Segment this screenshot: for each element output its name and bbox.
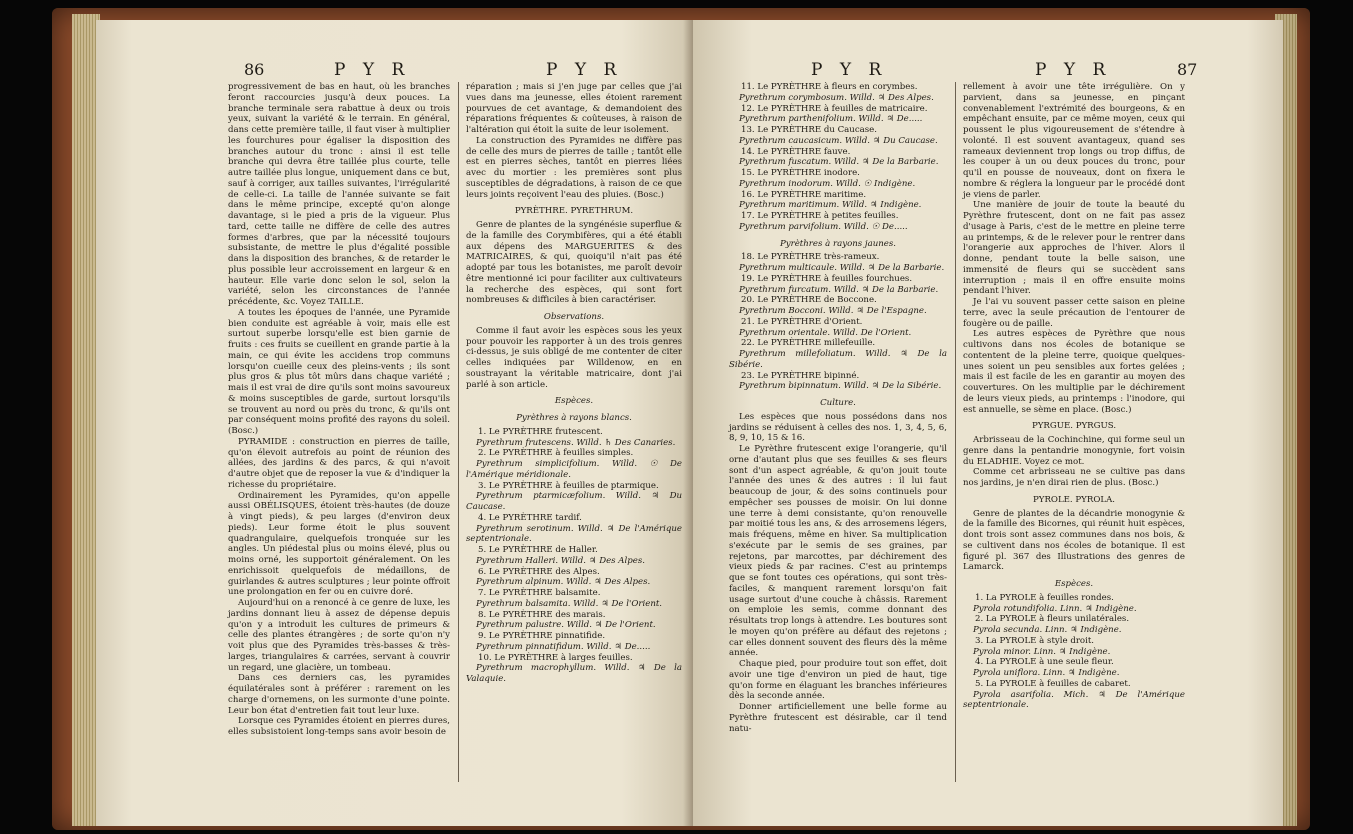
species-line: Pyrethrum balsamita. Willd. ♃ De l'Orient. bbox=[476, 598, 663, 609]
species-line: Pyrethrum pinnatifidum. Willd. ♃ De..... bbox=[476, 641, 651, 652]
species-line: 21. Le PYRÈTHRE d'Orient. bbox=[741, 316, 863, 327]
species-line: 18. Le PYRÈTHRE très-rameux. bbox=[741, 252, 880, 263]
species-line: 14. Le PYRÈTHRE fauve. bbox=[741, 146, 851, 157]
running-head-left: P Y R bbox=[334, 60, 411, 80]
species-line: Pyrethrum bipinnatum. Willd. ♃ De la Sibérie. bbox=[739, 381, 942, 392]
paragraph: Une manière de jouir de toute la beauté du Pyrèthre frutescent, dont on ne fait pas assez d'usage à Paris, c'est de le mettre en pleine terre au printemps, & de le relever pour le rentrer dans l'orangerie aux approches de l'hiver. Alors il donne, pendant toute la belle saison, une immensité de fleurs qui se succèdent sans interruption ; mais il en offre ensuite moins pendant l'hiver. bbox=[963, 200, 1185, 297]
left-column-1 bbox=[228, 82, 450, 738]
paragraph: Ordinairement les Pyramides, qu'on appelle aussi OBÉLISQUES, étoient très-hautes (de douze à vingt pieds), & peu larges (d'environ deux pieds). Leur forme étoit le plus souvent quadrangulaire, quelquefois tronquée sur les angles. Un piédestal plus ou moins élevé, plus ou moins orné, les supportoit généralement. On les enrichissoit quelquefois de médaillons, de guirlandes & autres sculptures ; leur pointe offroit une prolongation en fer ou en cuivre doré. bbox=[228, 490, 450, 598]
species-line: Pyrola uniflora. Linn. ♃ Indigène. bbox=[973, 668, 1120, 678]
species-line: 2. Le PYRÈTHRE à feuilles simples. bbox=[478, 448, 634, 459]
species-line: Pyrola minor. Linn. ♃ Indigène. bbox=[973, 646, 1111, 657]
paragraph: Comme il faut avoir les espèces sous les yeux pour pouvoir les rapporter à un des trois genres ci-dessus, je suis obligé de me contenter de citer celles indiquées par Willdenow, en en soustrayant la véritable matricaire, dont j'ai parlé à son article. bbox=[466, 325, 682, 390]
species-line: 15. Le PYRÈTHRE inodore. bbox=[741, 168, 860, 178]
column-rule bbox=[458, 82, 459, 782]
entry-title: PYRGUE. PYRGUS. bbox=[1031, 421, 1117, 432]
species-line: 22. Le PYRÈTHRE millefeuille. bbox=[741, 338, 876, 349]
species-line: Pyrola rotundifolia. Linn. ♃ Indigène. bbox=[973, 603, 1137, 614]
species-line: 10. Le PYRÈTHRE à larges feuilles. bbox=[478, 652, 633, 663]
page-number: 86 bbox=[244, 60, 265, 79]
left-column-2 bbox=[466, 82, 682, 685]
species-line: 11. Le PYRÈTHRE à fleurs en corymbes. bbox=[741, 82, 918, 92]
left-page bbox=[96, 20, 693, 826]
species-line: Pyrethrum maritimum. Willd. ♃ Indigène. bbox=[739, 200, 922, 211]
species-line: 19. Le PYRÈTHRE à feuilles fourchues. bbox=[741, 273, 913, 284]
paragraph: Genre de plantes de la décandrie monogynie & de la famille des Bicornes, qui réunit huit espèces, dont trois sont assez communes dans nos bois, & se cultivent dans nos écoles de botanique. Il est figuré pl. 367 des Illustrations des genres de Lamarck. bbox=[963, 508, 1185, 573]
entry-title: PYRÈTHRE. PYRETHRUM. bbox=[514, 206, 634, 217]
species-line: 7. Le PYRÈTHRE balsamite. bbox=[478, 588, 601, 598]
paragraph: progressivement de bas en haut, où les branches feront raccourcies jusqu'à deux pouces. La branche terminale sera rabattue à deux ou trois yeux, suivant la variété & le terrain. En général, dans cette première taille, il faut viser à multiplier les fourchures pour égaliser la disposition des branches autour du tronc : ainsi il est telle branche qui devra être taillée plus courte, telle autre taillée plus longue, uniquement dans ce but, sauf à corriger, aux tailles suivantes, l'irrégularité de celle-ci. La taille de l'année suivante se fait dans le même principe, excepté qu'on alonge davantage, si le pied a pris de la vigueur. Plus tard, cette taille ne diffère de celle des autres formes d'arbres, que par la nécessité toujours subsistante, de mettre le plus d'égalité possible dans la disposition des branches, & de retarder le plus possible leur accroissement en largeur & en hauteur. Elle varie donc selon le sol, selon la variété, selon les circonstances de l'année précédente, &c. Voyez TAILLE. bbox=[228, 82, 450, 307]
species-line: Pyrethrum Bocconi. Willd. ♃ De l'Espagne. bbox=[739, 306, 927, 316]
species-line: Pyrethrum serotinum. Willd. ♃ De l'Amérique septentrionale. bbox=[466, 523, 682, 545]
species-line: Pyrethrum ptarmicæfolium. Willd. ♃ Du Caucase. bbox=[466, 491, 682, 512]
paragraph: Arbrisseau de la Cochinchine, qui forme seul un genre dans la pentandrie monogynie, fort voisin du ELADHIE. Voyez ce mot. bbox=[963, 435, 1185, 467]
species-line: Pyrethrum caucasicum. Willd. ♃ Du Caucase. bbox=[739, 135, 938, 146]
paragraph: Le Pyrèthre frutescent exige l'orangerie, qu'il orne d'autant plus que ses feuilles & ses fleurs sont d'un aspect agréable, & qu'on jouit toute l'année des unes & des autres : il lui faut beaucoup de jour, & des soins continuels pour empêcher ses pousses de moisir. On lui donne une terre à demi consistante, qu'on renouvelle par moitié tous les ans, & des arrosemens légers, mais fréquens, même en hiver. Sa multiplication s'exécute par le semis de ses graines, par rejetons, par marcottes, par déchirement des vieux pieds & par racines. C'est au printemps que se font toutes ces opérations, qui sont très-faciles, & manquent rarement lorsqu'on fait usage surtout d'une couche à châssis. Rarement on emploie les semis, comme donnant des résultats trop longs à attendre. Les boutures sont le moyen qu'on préfère au défaut des rejetons ; car elles donnent souvent des fleurs dès la même année. bbox=[729, 444, 947, 659]
paragraph: Aujourd'hui on a renoncé à ce genre de luxe, les jardins donnant lieu à assez de dépense depuis qu'on y a introduit les cultures de primeurs & celle des plantes étrangères ; de sorte qu'on n'y voit plus que des Pyramides très-basses & très-larges, triangulaires & carrées, servant à couvrir un regard, une glacière, un tombeau. bbox=[228, 598, 450, 673]
species-line: 2. La PYROLE à fleurs unilatérales. bbox=[975, 614, 1130, 625]
running-head-left: P Y R bbox=[811, 60, 888, 80]
species-line: Pyrethrum inodorum. Willd. ☉ Indigène. bbox=[739, 178, 916, 189]
sub-heading: Pyrèthres à rayons blancs. bbox=[516, 413, 632, 423]
species-line: 9. Le PYRÈTHRE pinnatifide. bbox=[478, 631, 606, 641]
section-heading: Espèces. bbox=[1054, 579, 1094, 589]
right-column-2 bbox=[963, 82, 1185, 711]
species-line: Pyrethrum fuscatum. Willd. ♃ De la Barbarie. bbox=[739, 157, 939, 168]
paragraph: Donner artificiellement une belle forme au Pyrèthre frutescent est désirable, car il tend natu- bbox=[729, 702, 947, 734]
species-line: 1. La PYROLE à feuilles rondes. bbox=[975, 592, 1114, 603]
species-line: Pyrethrum corymbosum. Willd. ♃ Des Alpes. bbox=[739, 92, 934, 103]
species-line: Pyrethrum simplicifolium. Willd. ☉ De l'Amérique méridionale. bbox=[466, 459, 682, 480]
paragraph: réparation ; mais si j'en juge par celles que j'ai vues dans ma jeunesse, elles étoient rarement pourvues de cet avantage, & demandoient des réparations fréquentes & coûteuses, à raison de l'altération qui étoit la suite de leur isolement. bbox=[466, 82, 682, 135]
species-line: Pyrola secunda. Linn. ♃ Indigène. bbox=[973, 625, 1122, 635]
species-line: Pyrethrum furcatum. Willd. ♃ De la Barbarie. bbox=[739, 284, 939, 295]
paragraph: Les espèces que nous possédons dans nos jardins se réduisent à celles des nos. 1, 3, 4, 5, 6, 8, 9, 10, 15 & 16. bbox=[729, 411, 947, 444]
species-line: Pyrola asarifolia. Mich. ♃ De l'Amérique septentrionale. bbox=[963, 689, 1185, 711]
species-line: Pyrethrum parthenifolium. Willd. ♃ De..... bbox=[739, 114, 923, 125]
paragraph: Je l'ai vu souvent passer cette saison en pleine terre, avec la seule précaution de l'entourer de fougère ou de paille. bbox=[963, 297, 1185, 329]
running-head-right: P Y R bbox=[1035, 60, 1112, 80]
running-head-right: P Y R bbox=[546, 60, 623, 80]
paragraph: A toutes les époques de l'année, une Pyramide bien conduite est agréable à voir, mais elle est surtout superbe lorsqu'elle est bien garnie de fruits : ces fruits se cueillent en grande partie à la main, ce qui évite les accidens trop communs lorsqu'on cueille ceux des pleins-vents ; ils sont plus gros & plus tôt mûrs dans chaque variété ; mais il est vrai de dire qu'ils sont moins savoureux & moins susceptibles de garde, surtout lorsqu'ils se trouvent au nord ou près du tronc, & qu'ils ont par conséquent moins profité des rayons du soleil. (Bosc.) bbox=[228, 307, 450, 436]
species-line: Pyrethrum frutescens. Willd. ♄ Des Canaries. bbox=[476, 437, 676, 448]
species-line: Pyrethrum Halleri. Willd. ♃ Des Alpes. bbox=[476, 555, 645, 566]
paragraph: PYRAMIDE : construction en pierres de taille, qu'on élevoit autrefois au point de réunion des allées, des jardins & des parcs, & qui n'avoit d'autre objet que de reposer la vue & d'indiquer la richesse du propriétaire. bbox=[228, 436, 450, 490]
species-line: Pyrethrum alpinum. Willd. ♃ Des Alpes. bbox=[476, 577, 651, 588]
paragraph: Les autres espèces de Pyrèthre que nous cultivons dans nos écoles de botanique se contentent de la pleine terre, quoique quelques-unes soient un peu sensibles aux fortes gelées ; mais il est facile de les en garantir au moyen des couvertures. On les multiplie par le déchirement de leurs vieux pieds, au printemps : l'inodore, qui est annuelle, se sème en place. (Bosc.) bbox=[963, 329, 1185, 415]
species-line: 23. Le PYRÈTHRE bipinné. bbox=[741, 370, 860, 381]
column-rule bbox=[955, 82, 956, 782]
species-line: Pyrethrum parvifolium. Willd. ☉ De..... bbox=[739, 221, 908, 232]
species-line: 17. Le PYRÈTHRE à petites feuilles. bbox=[741, 211, 899, 221]
species-line: 1. Le PYRÈTHRE frutescent. bbox=[478, 426, 603, 437]
entry-title: PYROLE. PYROLA. bbox=[1032, 494, 1116, 505]
species-line: 6. Le PYRÈTHRE des Alpes. bbox=[478, 566, 600, 577]
species-line: 3. La PYROLE à style droit. bbox=[975, 635, 1095, 646]
paragraph: Dans ces derniers cas, les pyramides équilatérales sont à préférer : rarement on les charge d'ornemens, on les surmonte d'une pointe. Leur bon état d'entretien fait tout leur luxe. bbox=[228, 673, 450, 716]
paragraph: La construction des Pyramides ne diffère pas de celle des murs de pierres de taille ; tantôt elle est en pierres sèches, tantôt en pierres liées avec du mortier : les premières sont plus susceptibles de dégradations, à raison de ce que leurs joints reçoivent l'eau des pluies. (Bosc.) bbox=[466, 135, 682, 200]
section-heading: Culture. bbox=[820, 398, 856, 408]
paragraph: Genre de plantes de la syngénésie superflue & de la famille des Corymbifères, qui a été établi aux dépens des MARGUERITES & des MATRICAIRES, & qui, quoiqu'il n'ait pas été adopté par tous les botanistes, me paroît devoir être mentionné ici pour faciliter aux cultivateurs la recherche des espèces, qui sont fort nombreuses & difficiles à bien caractériser. bbox=[466, 220, 682, 306]
species-line: 13. Le PYRÈTHRE du Caucase. bbox=[741, 125, 877, 135]
section-heading: Observations. bbox=[543, 312, 605, 322]
right-column-1 bbox=[729, 82, 947, 734]
species-line: 4. La PYROLE à une seule fleur. bbox=[975, 657, 1114, 668]
paragraph: Chaque pied, pour produire tout son effet, doit avoir une tige d'environ un pied de haut, tige qu'on forme en élaguant les branches inférieures dès la seconde année. bbox=[729, 659, 947, 702]
species-line: 4. Le PYRÈTHRE tardif. bbox=[478, 512, 582, 523]
right-page bbox=[693, 20, 1283, 826]
paragraph: rellement à avoir une tête irrégulière. On y parvient, dans sa jeunesse, en pinçant convenablement l'extrémité des bourgeons, & en empêchant ensuite, par ce même moyen, ceux qui poussent le plus vigoureusement de s'étendre à volonté. Il est souvent avantageux, quand ses rameaux deviennent trop longs ou trop diffus, de les couper à un ou deux pouces du tronc, pour qu'il en pousse de nouveaux, dont on fixera le nombre & réglera la longueur par le procédé dont je viens de parler. bbox=[963, 82, 1185, 200]
species-line: 20. Le PYRÈTHRE de Boccone. bbox=[741, 295, 877, 306]
page-number: 87 bbox=[1177, 60, 1198, 79]
species-line: 8. Le PYRÈTHRE des marais. bbox=[478, 609, 606, 620]
species-line: 3. Le PYRÈTHRE à feuilles de ptarmique. bbox=[478, 480, 659, 491]
species-line: 5. La PYROLE à feuilles de cabaret. bbox=[975, 678, 1131, 689]
species-line: Pyrethrum multicaule. Willd. ♃ De la Barbarie. bbox=[739, 263, 945, 273]
section-heading: Espèces. bbox=[554, 396, 594, 407]
paragraph: Comme cet arbrisseau ne se cultive pas dans nos jardins, je n'en dirai rien de plus. (Bosc.) bbox=[963, 467, 1185, 488]
sub-heading: Pyrèthres à rayons jaunes. bbox=[779, 238, 897, 249]
species-line: Pyrethrum millefoliatum. Willd. ♃ De la Sibérie. bbox=[729, 349, 947, 370]
species-line: Pyrethrum orientale. Willd. De l'Orient. bbox=[739, 327, 912, 338]
species-line: 12. Le PYRÈTHRE à feuilles de matricaire. bbox=[741, 103, 928, 114]
paragraph: Lorsque ces Pyramides étoient en pierres dures, elles subsistoient long-temps sans avoir besoin de bbox=[228, 716, 450, 737]
species-line: 16. Le PYRÈTHRE maritime. bbox=[741, 189, 867, 200]
species-line: Pyrethrum macrophyllum. Willd. ♃ De la Valaquie. bbox=[466, 663, 682, 684]
species-line: 5. Le PYRÈTHRE de Haller. bbox=[478, 545, 598, 555]
species-line: Pyrethrum palustre. Willd. ♃ De l'Orient. bbox=[476, 620, 656, 631]
